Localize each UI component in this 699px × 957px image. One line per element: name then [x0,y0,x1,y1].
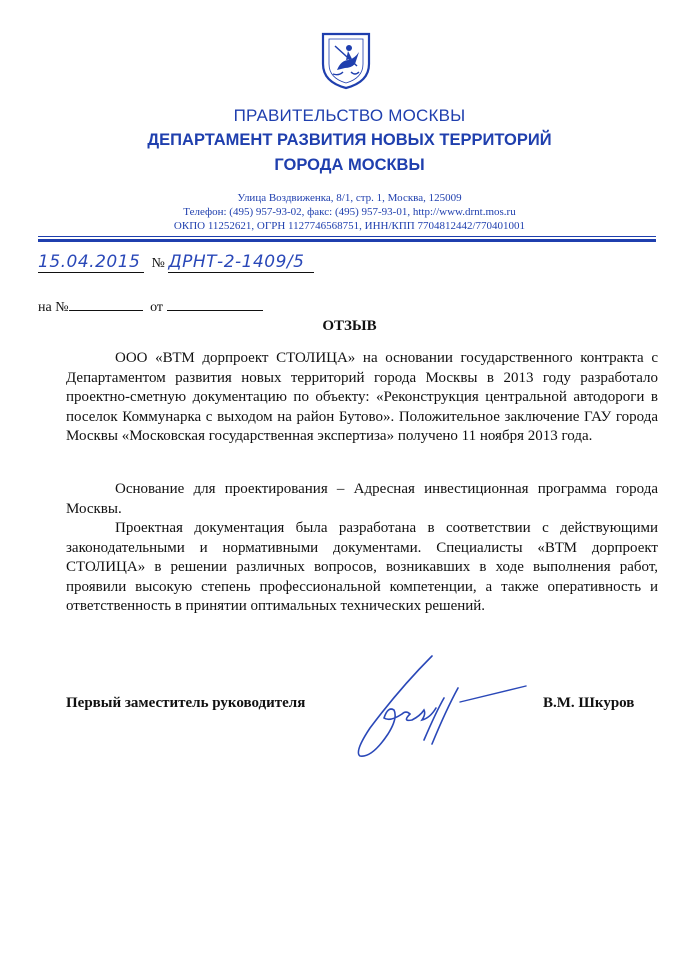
registration-date: 15.04.2015 [38,252,144,273]
paragraph-2: Основание для проектирования – Адресная инвестиционная программа города Москвы. [66,481,658,517]
handwritten-signature [340,648,540,763]
letterhead-city: ГОРОДА МОСКВЫ [274,156,425,174]
reference-label: на № [38,300,69,315]
signatory-name: В.М. Шкуров [543,695,635,711]
reference-date-blank [167,296,263,311]
registration-number-label: № [151,256,165,271]
letterhead-phones: Телефон: (495) 957-93-02, факс: (495) 957-93-01, http://www.drnt.mos.ru [183,206,516,218]
registration-line [38,252,314,273]
moscow-coat-of-arms-icon [315,30,377,90]
letterhead-divider-thin [38,236,656,237]
letterhead-government: ПРАВИТЕЛЬСТВО МОСКВЫ [233,106,466,125]
letterhead-department: ДЕПАРТАМЕНТ РАЗВИТИЯ НОВЫХ ТЕРРИТОРИЙ [147,131,552,149]
paragraph-3: Проектная документация была разработана в соответствии с действующими законодательными и нормативными документами. Специалисты «ВТМ дорпроект СТОЛИЦА» в решении различных вопросов, возникавших в ходе выполнения работ, проявили высокую степень профессиональной компетенции, а также оперативность и ответственность в принятии оптимальных технических решений. [66,520,658,615]
registration-number: ДРНТ-2-1409/5 [168,252,314,273]
letterhead-divider-thick [38,239,656,242]
reference-from-label: от [150,300,164,315]
reference-line [38,296,263,316]
signatory-position: Первый заместитель руководителя [66,695,306,711]
reference-number-blank [69,296,143,311]
letterhead-address: Улица Воздвиженка, 8/1, стр. 1, Москва, 125009 [237,192,462,204]
document-title: ОТЗЫВ [322,318,377,334]
paragraph-1: ООО «ВТМ дорпроект СТОЛИЦА» на основании государственного контракта с Департаментом развития новых территорий города Москвы в 2013 году разработало проектно-сметную документацию по объекту: «Реконструкция центральной автодороги в поселок Коммунарка с выходом на район Бутово». Положительное заключение ГАУ города Москвы «Московская государственная экспертиза» получено 11 ноября 2013 года. [66,350,658,445]
letterhead-codes: ОКПО 11252621, ОГРН 1127746568751, ИНН/КПП 7704812442/770401001 [173,220,526,232]
